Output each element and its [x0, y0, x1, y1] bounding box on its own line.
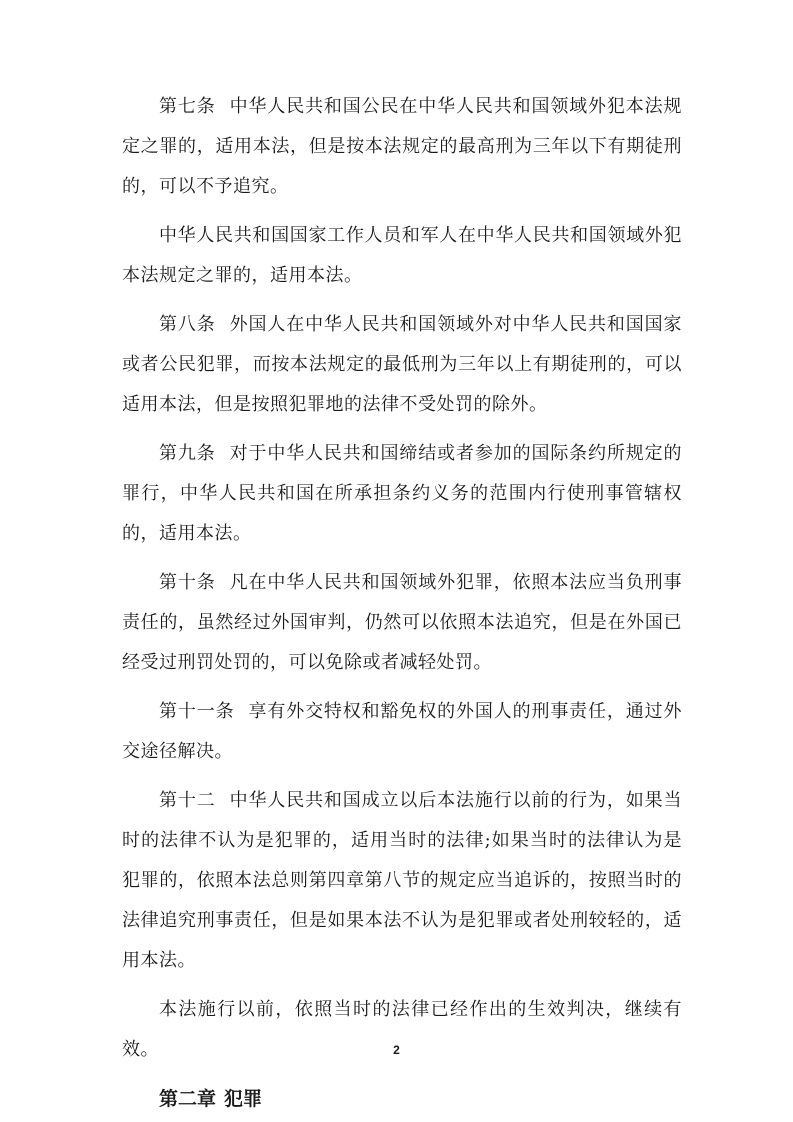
paragraph-text: 本法施行以前，依照当时的法律已经作出的生效判决，继续有效。 — [122, 999, 682, 1060]
page-number: 2 — [393, 1043, 400, 1057]
paragraph-article-9 — [122, 434, 682, 554]
article-number: 第九条 — [159, 443, 216, 464]
paragraph-text: 中华人民共和国国家工作人员和军人在中华人民共和国领域外犯本法规定之罪的，适用本法。 — [122, 225, 682, 286]
paragraph-article-7-clause-2 — [122, 216, 682, 296]
article-number: 第十一条 — [159, 701, 235, 722]
paragraph-article-10 — [122, 563, 682, 683]
paragraph-article-12-clause-2 — [122, 990, 682, 1070]
paragraph-text: 中华人民共和国成立以后本法施行以前的行为，如果当时的法律不认为是犯罪的，适用当时的法律;如果当时的法律认为是犯罪的，依照本法总则第四章第八节的规定应当追诉的，按照当时的法律追究刑事责任，但是如果本法不认为是犯罪或者处刑较轻的，适用本法。 — [122, 790, 683, 971]
paragraph-text: 中华人民共和国公民在中华人民共和国领域外犯本法规定之罪的，适用本法，但是按本法规定的最高刑为三年以下有期徒刑的，可以不予追究。 — [122, 96, 683, 197]
paragraph-text: 凡在中华人民共和国领域外犯罪，依照本法应当负刑事责任的，虽然经过外国审判，仍然可以依照本法追究，但是在外国已经受过刑罚处罚的，可以免除或者减轻处罚。 — [122, 572, 683, 673]
article-number: 第七条 — [159, 96, 216, 117]
chapter-heading — [122, 1079, 682, 1119]
paragraph-article-12 — [122, 781, 682, 981]
chapter-number: 第二章 — [159, 1088, 217, 1110]
paragraph-article-11 — [122, 692, 682, 772]
document-body — [122, 87, 682, 1119]
paragraph-article-8 — [122, 305, 682, 425]
chapter-title: 犯罪 — [224, 1088, 263, 1110]
paragraph-text: 外国人在中华人民共和国领域外对中华人民共和国国家或者公民犯罪，而按本法规定的最低刑为三年以上有期徒刑的，可以适用本法，但是按照犯罪地的法律不受处罚的除外。 — [122, 314, 683, 415]
article-number: 第十二 — [159, 790, 216, 811]
paragraph-article-7 — [122, 87, 682, 207]
article-number: 第八条 — [159, 314, 216, 335]
article-number: 第十条 — [159, 572, 216, 593]
paragraph-text: 对于中华人民共和国缔结或者参加的国际条约所规定的罪行，中华人民共和国在所承担条约义务的范围内行使刑事管辖权的，适用本法。 — [122, 443, 683, 544]
paragraph-text: 享有外交特权和豁免权的外国人的刑事责任，通过外交途径解决。 — [122, 701, 683, 762]
